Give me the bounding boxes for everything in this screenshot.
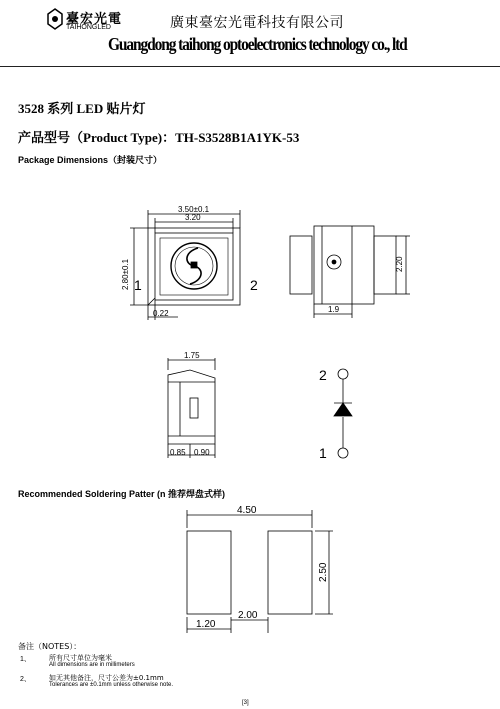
note-2-en: Tolerances are ±0.1mm unless otherwise note. bbox=[49, 682, 174, 688]
note-1-en: All dimensions are in millimeters bbox=[49, 662, 135, 668]
dim-width-inner: 3.20 bbox=[185, 213, 201, 222]
dim-solder-width: 4.50 bbox=[237, 505, 257, 516]
led-side-view bbox=[168, 358, 215, 458]
note-2-cn: 如无其他备注，尺寸公差为±0.1mm bbox=[49, 674, 164, 682]
company-name-en: Guangdong taihong optoelectronics technology co., ltd bbox=[108, 34, 407, 54]
solder-pads bbox=[187, 510, 333, 633]
notes-title: 备注（NOTES）： bbox=[18, 642, 82, 651]
soldering-heading: Recommended Soldering Patter (n 推荐焊盘式样) bbox=[18, 489, 226, 499]
circuit-pin-bottom: 1 bbox=[319, 445, 327, 461]
product-type: 产品型号（Product Type)：TH-S3528B1A1YK-53 bbox=[18, 130, 300, 145]
led-front-view bbox=[130, 210, 240, 320]
pin-label-2: 2 bbox=[250, 277, 258, 293]
note-1-number: 1、 bbox=[20, 656, 31, 663]
pin-label-1: 1 bbox=[134, 277, 142, 293]
dim-solder-height: 2.50 bbox=[318, 562, 329, 582]
dim-pad-small: 0.22 bbox=[153, 309, 169, 318]
dim-side-width: 1.75 bbox=[184, 351, 200, 360]
package-dimensions-heading: Package Dimensions（封装尺寸） bbox=[18, 155, 163, 165]
diode-symbol bbox=[334, 369, 352, 458]
logo-text-en: TAIHONGLED bbox=[66, 24, 111, 31]
dim-back-height: 2.20 bbox=[395, 256, 404, 272]
note-1-cn: 所有尺寸单位为毫米 bbox=[49, 654, 112, 662]
dim-height: 2.80±0.1 bbox=[121, 258, 130, 290]
dim-side-b: 0.90 bbox=[194, 448, 210, 457]
dim-solder-pad-width: 1.20 bbox=[196, 619, 216, 630]
document-title: 3528 系列 LED 贴片灯 bbox=[18, 101, 146, 116]
dim-back-width: 1.9 bbox=[328, 305, 340, 314]
led-back-view bbox=[290, 226, 410, 318]
dim-side-a: 0.85 bbox=[170, 448, 186, 457]
dim-width-outer: 3.50±0.1 bbox=[178, 205, 210, 214]
page-number: [3] bbox=[242, 700, 249, 706]
dim-solder-gap: 2.00 bbox=[238, 610, 258, 621]
note-2-number: 2、 bbox=[20, 676, 31, 683]
circuit-pin-top: 2 bbox=[319, 367, 327, 383]
company-name-cn: 廣東臺宏光電科技有限公司 bbox=[170, 15, 344, 31]
logo-text-cn: 臺宏光電 bbox=[66, 11, 123, 26]
